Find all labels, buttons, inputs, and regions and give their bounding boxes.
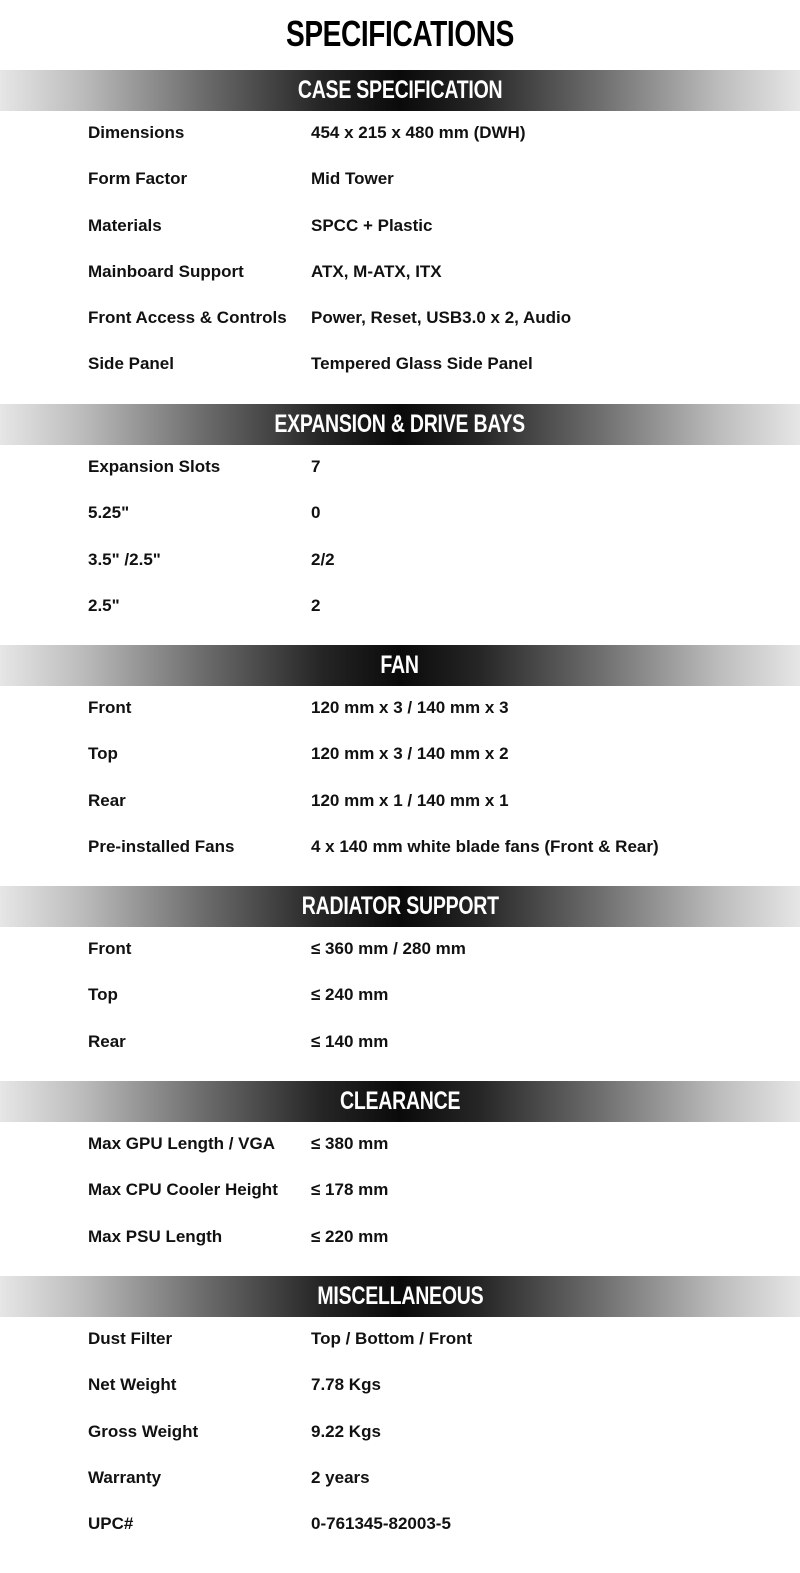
spec-value: ≤ 140 mm — [311, 1031, 389, 1051]
spec-label: Pre-installed Fans — [88, 836, 235, 856]
spec-row — [0, 584, 800, 630]
spec-row — [0, 973, 800, 1019]
spec-value: 120 mm x 3 / 140 mm x 2 — [311, 744, 509, 764]
spec-label: Materials — [88, 215, 162, 235]
section-header — [0, 886, 800, 927]
section-title: FAN — [380, 651, 420, 679]
spec-label: 2.5" — [88, 595, 120, 615]
spec-label: Front — [88, 698, 132, 717]
spec-label: Dust Filter — [88, 1329, 173, 1348]
spec-row — [0, 445, 800, 491]
spec-row — [0, 686, 800, 732]
spec-row — [0, 1122, 800, 1168]
spec-value: 120 mm x 1 / 140 mm x 1 — [311, 790, 509, 810]
spec-row — [0, 491, 800, 537]
section-radiator-support — [0, 886, 800, 1066]
spec-label: Rear — [88, 1031, 126, 1051]
spec-label: Expansion Slots — [88, 457, 221, 476]
spec-row — [0, 927, 800, 973]
spec-label: Mainboard Support — [88, 261, 244, 281]
spec-label: Side Panel — [88, 354, 174, 374]
spec-value: 0 — [311, 503, 321, 523]
section-title: CLEARANCE — [339, 1087, 461, 1115]
spec-label: Top — [88, 985, 118, 1005]
section-fan — [0, 645, 800, 871]
spec-value: ATX, M-ATX, ITX — [311, 261, 442, 281]
spec-value: ≤ 380 mm — [311, 1134, 389, 1153]
spec-row — [0, 250, 800, 296]
section-header — [0, 1276, 800, 1317]
section-case-specification — [0, 70, 800, 389]
spec-row — [0, 1168, 800, 1214]
section-header — [0, 645, 800, 686]
spec-label: Dimensions — [88, 123, 185, 142]
spec-row — [0, 111, 800, 157]
spec-label: Warranty — [88, 1467, 162, 1487]
spec-value: 7 — [311, 457, 321, 476]
spec-value: Mid Tower — [311, 169, 394, 189]
spec-label: Max CPU Cooler Height — [88, 1180, 278, 1200]
spec-row — [0, 1456, 800, 1502]
spec-row — [0, 204, 800, 250]
spec-label: Form Factor — [88, 169, 188, 189]
spec-row — [0, 732, 800, 778]
spec-row — [0, 1410, 800, 1456]
spec-value: Tempered Glass Side Panel — [311, 354, 533, 374]
spec-value: ≤ 240 mm — [311, 985, 389, 1005]
spec-row — [0, 825, 800, 871]
section-title: CASE SPECIFICATION — [297, 76, 503, 104]
section-header — [0, 1081, 800, 1122]
spec-label: UPC# — [88, 1514, 134, 1534]
spec-value: Power, Reset, USB3.0 x 2, Audio — [311, 308, 572, 328]
spec-label: Rear — [88, 790, 126, 810]
spec-row — [0, 1020, 800, 1066]
spec-value: ≤ 178 mm — [311, 1180, 389, 1200]
section-title: RADIATOR SUPPORT — [301, 892, 499, 920]
spec-row — [0, 1502, 800, 1548]
spec-label: Net Weight — [88, 1375, 177, 1395]
spec-label: 3.5" /2.5" — [88, 549, 161, 569]
spec-row — [0, 1363, 800, 1409]
spec-value: Top / Bottom / Front — [311, 1329, 473, 1348]
spec-value: 4 x 140 mm white blade fans (Front & Rear) — [311, 836, 659, 856]
section-title: EXPANSION & DRIVE BAYS — [274, 410, 526, 438]
section-header — [0, 70, 800, 111]
spec-label: Front Access & Controls — [88, 308, 287, 328]
spec-row — [0, 1317, 800, 1363]
spec-row — [0, 1215, 800, 1261]
section-expansion-drive-bays — [0, 404, 800, 630]
spec-value: 120 mm x 3 / 140 mm x 3 — [311, 698, 509, 717]
spec-value: 7.78 Kgs — [311, 1375, 381, 1395]
spec-value: 454 x 215 x 480 mm (DWH) — [311, 123, 526, 142]
section-title: MISCELLANEOUS — [317, 1282, 483, 1310]
spec-value: 2/2 — [311, 549, 335, 569]
spec-label: 5.25" — [88, 503, 130, 523]
spec-label: Top — [88, 744, 118, 764]
spec-row — [0, 157, 800, 203]
spec-value: ≤ 220 mm — [311, 1226, 389, 1246]
section-clearance — [0, 1081, 800, 1261]
section-header — [0, 404, 800, 445]
spec-label: Max GPU Length / VGA — [88, 1134, 276, 1153]
spec-label: Gross Weight — [88, 1421, 199, 1441]
spec-row — [0, 296, 800, 342]
page-title: SPECIFICATIONS — [285, 13, 515, 54]
spec-value: ≤ 360 mm / 280 mm — [311, 939, 466, 958]
spec-value: 9.22 Kgs — [311, 1421, 381, 1441]
spec-value: 2 years — [311, 1467, 370, 1487]
spec-row — [0, 779, 800, 825]
spec-row — [0, 538, 800, 584]
spec-label: Front — [88, 939, 132, 958]
spec-value: SPCC + Plastic — [311, 215, 433, 235]
section-miscellaneous — [0, 1276, 800, 1548]
spec-value: 0-761345-82003-5 — [311, 1514, 451, 1534]
spec-row — [0, 342, 800, 388]
spec-label: Max PSU Length — [88, 1226, 223, 1246]
spec-value: 2 — [311, 595, 321, 615]
